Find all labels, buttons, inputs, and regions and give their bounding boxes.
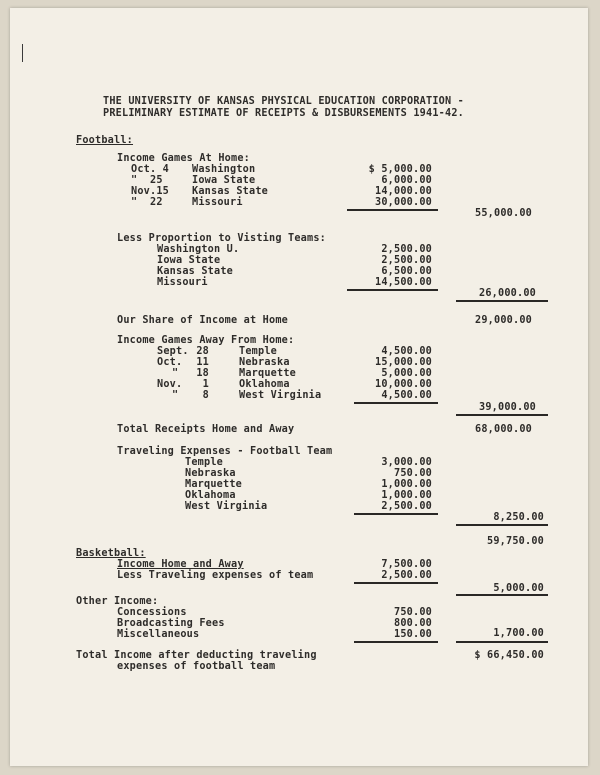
visiting-amount: 14,500.00 [374, 277, 432, 288]
subtotal-rule [347, 289, 438, 291]
subtotal-rule [456, 641, 548, 643]
basketball-total: 5,000.00 [493, 583, 544, 594]
travel-expenses-heading: Traveling Expenses - Football Team [117, 446, 333, 457]
subtotal-rule [354, 513, 438, 515]
travel-amount: 1,000.00 [381, 490, 432, 501]
away-game-team: Temple [239, 346, 278, 357]
travel-team: Marquette [185, 479, 243, 490]
travel-team: Oklahoma [185, 490, 236, 501]
away-games-total: 39,000.00 [478, 402, 536, 413]
away-game-team: Nebraska [239, 357, 290, 368]
basketball-heading: Basketball: [76, 548, 146, 559]
other-income-heading: Other Income: [76, 596, 159, 607]
grand-total-label: Total Income after deducting traveling [76, 650, 317, 661]
subtotal-rule [354, 582, 438, 584]
home-game-team: Kansas State [192, 186, 269, 197]
football-net-amount: 59,750.00 [486, 536, 544, 547]
home-game-date: " 25 [131, 175, 163, 186]
football-heading: Football: [76, 135, 134, 146]
away-game-team: Marquette [239, 368, 297, 379]
visiting-team: Washington U. [157, 244, 240, 255]
home-game-team: Missouri [192, 197, 243, 208]
home-games-heading: Income Games At Home: [117, 153, 251, 164]
away-game-amount: 5,000.00 [381, 368, 432, 379]
away-game-amount: 4,500.00 [381, 346, 432, 357]
visiting-team: Missouri [157, 277, 208, 288]
document-page [10, 8, 588, 766]
home-game-date: Oct. 4 [131, 164, 170, 175]
travel-team: Nebraska [185, 468, 236, 479]
subtotal-rule [354, 402, 438, 404]
our-share-label: Our Share of Income at Home [117, 315, 289, 326]
total-rule [456, 594, 548, 596]
away-game-month: Oct. [157, 357, 183, 368]
travel-amount: 1,000.00 [381, 479, 432, 490]
away-game-month: Sept. [157, 346, 189, 357]
visiting-teams-heading: Less Proportion to Visting Teams: [117, 233, 327, 244]
visiting-amount: 2,500.00 [381, 244, 432, 255]
other-income-label: Broadcasting Fees [117, 618, 225, 629]
visiting-amount: 6,500.00 [381, 266, 432, 277]
away-game-month: " [172, 368, 179, 379]
margin-mark [22, 44, 23, 62]
travel-total: 8,250.00 [493, 512, 544, 523]
other-income-amount: 150.00 [393, 629, 432, 640]
away-game-month: " [172, 390, 179, 401]
travel-amount: 2,500.00 [381, 501, 432, 512]
visiting-team: Iowa State [157, 255, 221, 266]
total-rule [456, 300, 548, 302]
travel-team: Temple [185, 457, 224, 468]
visiting-amount: 2,500.00 [381, 255, 432, 266]
other-income-total: 1,700.00 [493, 628, 544, 639]
other-income-amount: 800.00 [393, 618, 432, 629]
other-income-amount: 750.00 [393, 607, 432, 618]
total-rule [456, 414, 548, 416]
visiting-total: 26,000.00 [478, 288, 536, 299]
basketball-income-label: Income Home and Away [117, 559, 244, 570]
our-share-amount: 29,000.00 [474, 315, 532, 326]
grand-total-amount: $ 66,450.00 [474, 650, 544, 661]
away-game-day: 11 [196, 357, 209, 368]
away-game-team: Oklahoma [239, 379, 290, 390]
total-receipts-amount: 68,000.00 [474, 424, 532, 435]
total-receipts-label: Total Receipts Home and Away [117, 424, 295, 435]
away-game-team: West Virginia [239, 390, 322, 401]
home-game-team: Washington [192, 164, 256, 175]
title-line-1: THE UNIVERSITY OF KANSAS PHYSICAL EDUCATION CORPORATION - [103, 96, 465, 107]
travel-amount: 3,000.00 [381, 457, 432, 468]
other-income-label: Miscellaneous [117, 629, 200, 640]
grand-total-label-cont: expenses of football team [117, 661, 276, 672]
home-game-amount: $ 5,000.00 [368, 164, 432, 175]
away-game-amount: 4,500.00 [381, 390, 432, 401]
away-games-heading: Income Games Away From Home: [117, 335, 295, 346]
home-game-amount: 30,000.00 [374, 197, 432, 208]
away-game-amount: 15,000.00 [374, 357, 432, 368]
basketball-less-amount: 2,500.00 [381, 570, 432, 581]
travel-amount: 750.00 [393, 468, 432, 479]
home-game-date: Nov.15 [131, 186, 170, 197]
home-game-team: Iowa State [192, 175, 256, 186]
away-game-amount: 10,000.00 [374, 379, 432, 390]
away-game-month: Nov. [157, 379, 183, 390]
travel-team: West Virginia [185, 501, 268, 512]
basketball-less-label: Less Traveling expenses of team [117, 570, 314, 581]
subtotal-rule [347, 209, 438, 211]
other-income-label: Concessions [117, 607, 187, 618]
visiting-team: Kansas State [157, 266, 234, 277]
away-game-day: 18 [196, 368, 209, 379]
total-rule [456, 524, 548, 526]
away-game-day: 28 [196, 346, 209, 357]
home-game-amount: 14,000.00 [374, 186, 432, 197]
away-game-day: 1 [202, 379, 209, 390]
title-line-2: PRELIMINARY ESTIMATE OF RECEIPTS & DISBURSEMENTS 1941-42. [103, 108, 465, 119]
subtotal-rule [354, 641, 438, 643]
away-game-day: 8 [202, 390, 209, 401]
home-game-amount: 6,000.00 [381, 175, 432, 186]
home-game-date: " 22 [131, 197, 163, 208]
basketball-income-amount: 7,500.00 [381, 559, 432, 570]
home-games-total: 55,000.00 [474, 208, 532, 219]
